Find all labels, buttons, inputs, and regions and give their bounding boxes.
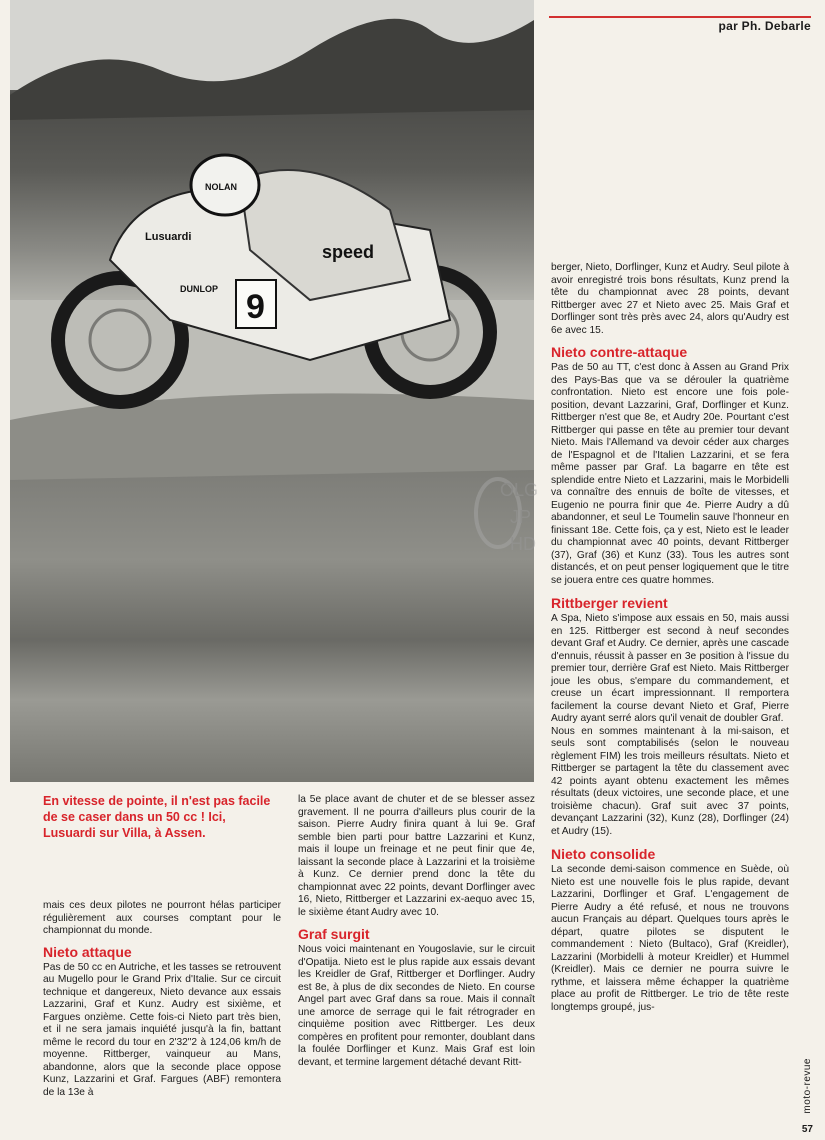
paragraph: A Spa, Nieto s'impose aux essais en 50, mais aussi en 125. Rittberger est second à neuf secondes devant Graf et Audry. Ce dernier, après une cascade d'ennuis, réussit à passer en 3e position à l'issue du premier tour, derrière Graf est Nieto. Mais Rittberger joue les obus, s'empare du commandement, et creuse un écart impressionnant. Il remportera facilement la course devant Nieto et Graf, Pierre Audry ayant serré alors qu'il venait de doubler Graf. <box>551 613 789 724</box>
paragraph: Pas de 50 cc en Autriche, et les tasses se retrouvent au Mugello pour le Grand Prix d'Italie. Sur ce circuit technique et dangereux, Nieto devance aux essais Lazzarini, Graf et Kunz. Audry est sixième, et Fargues onzième. Cette fois-ci Nieto part très bien, et il ne sera jamais inquiété jusqu'à la fin, battant même le record du tour en 2'32"2 à 124,06 km/h de moyenne. Rittberger, vainqueur au Mans, abandonne, alors que la seconde place oppose Kunz, Lazzarini et Graf. Fargues (ABF) remontera de la 13e à <box>43 961 281 1098</box>
helmet-text: NOLAN <box>205 182 237 192</box>
heading-nieto-contre-attaque: Nieto contre-attaque <box>551 344 688 360</box>
heading-nieto-consolide: Nieto consolide <box>551 846 656 862</box>
column-1 <box>43 900 281 1099</box>
heading-graf-surgit: Graf surgit <box>298 926 370 942</box>
intro-paragraph: mais ces deux pilotes ne pourront hélas participer régulièrement aux courses comptant pour le championnat du monde. <box>43 900 281 936</box>
paragraph: berger, Nieto, Dorflinger, Kunz et Audry. Seul pilote à avoir enregistré trois bons résultats, Kunz prend la tête du championnat avec 28 points, devant Rittberger avec 27 et Nieto avec 25. Mais Graf et Dorflinger sont très près avec 24, alors qu'Audry est 6e avec 15. <box>551 262 789 336</box>
jacket-text: speed <box>322 242 375 262</box>
paragraph: Pas de 50 au TT, c'est donc à Assen au Grand Prix des Pays-Bas que va se dérouler la quatrième confrontation. Nieto est encore une fois pole-position, devant Lazzarini, Graf, Dorflinger et Kunz. Rittberger n'est que 8e, et Audry 20e. Pourtant c'est Rittberger qui passe en tête au premier tour devant Nieto. Mais l'Allemand va devoir céder aux charges de l'Espagnol et de l'Italien Lazzarini, et se fera même passer par Graf. La bagarre en tête est splendide entre Nieto et Lazzarini, mais le Morbidelli va connaître des ennuis de boîte de vitesses, et Eugenio ne pourra finir que 4e. Pierre Audry a dû abandonner, et seul Le Toumelin sauve l'honneur en finissant 18e. Cette fois, ça y est, Nieto est le leader du championnat avec 40 points, devant Rittberger (37), Graf (36) et Kunz (33). Tous les autres sont distancés, et on peut penser logiquement que le titre se jouera entre ces quatre hommes. <box>551 362 789 586</box>
svg-text:JP: JP <box>510 507 532 527</box>
race-photo <box>10 0 534 782</box>
magazine-name: moto-revue <box>802 1058 813 1114</box>
paragraph: Nous voici maintenant en Yougoslavie, sur le circuit d'Opatija. Nieto est le plus rapide aux essais devant les Kreidler de Graf, Rittberger et Dorflinger. Audry est 8e, à plus de dix secondes de Nieto. En course Angel part avec Graf dans sa roue. Mais il connaît une amorce de serrage qui le fait rétrograder en cinquième position avec Rittberger. Les deux compères en profitent pour remonter, doublant dans la foulée Dorflinger et Kunz. Mais Graf est loin devant, et termine largement détaché devant Ritt- <box>298 944 535 1068</box>
watermark-logo <box>470 468 540 568</box>
svg-text:HD: HD <box>510 534 536 554</box>
column-2 <box>298 794 535 1069</box>
paragraph: la 5e place avant de chuter et de se blesser assez gravement. Il ne pourra d'ailleurs plus courir de la saison. Pierre Audry finira quant à lui 9e. Graf semble bien parti pour battre Lazzarini et Kunz, mais il loupe un freinage et ne peut finir que 4e, laissant la seconde place à Lazzarini et la troisième à Kunz. Ce dernier prend donc la tête du championnat avec 22 points, devant Dorflinger avec 16, Nieto, Rittberger et Lazzarini ex-aequo avec 15, le sixième étant Audry avec 10. <box>298 794 535 918</box>
paragraph: Nous en sommes maintenant à la mi-saison, et seuls sont comptabilisés (selon le nouveau règlement FIM) les trois meilleurs résultats. Nieto et Rittberger se partagent la tête du classement avec 42 points ayant obtenu exactement les mêmes résultats (deux victoires, une seconde place, et une troisième chacun). Graf suit avec 37 points, devançant Lazzarini (32), Kunz (28), Dorflinger (24) et Audry (15). <box>551 725 789 837</box>
heading-rittberger-revient: Rittberger revient <box>551 595 668 611</box>
page-number: 57 <box>801 1124 813 1135</box>
svg-text:OLG: OLG <box>500 480 539 500</box>
motorcycle-illustration <box>10 0 534 782</box>
tyre-text: DUNLOP <box>180 284 218 294</box>
credit-rule <box>549 16 811 18</box>
paragraph: La seconde demi-saison commence en Suède, où Nieto est une nouvelle fois le plus rapide, devant Lazzarini, Dorflinger et Graf. L'engagement de Pierre Audry a été refusé, et nous ne trouvons aucun Français au départ. Quelques tours après le départ, quatre pilotes se disputent le commandement : Nieto (Bultaco), Graf (Kreidler), Lazzarini (Morbidelli à moteur Kreidler) et Hummel (Kreidler). Mais ce dernier ne pourra suivre le rythme, et laissera même échapper la quatrième place au profit de Rittberger. Le trio de tête reste longtemps groupé, jus- <box>551 864 789 1013</box>
race-number: 9 <box>246 288 265 326</box>
fairing-text: Lusuardi <box>145 231 192 243</box>
photo-caption: En vitesse de pointe, il n'est pas facile de se caser dans un 50 cc ! Ici, Lusuardi sur Villa, à Assen. <box>43 794 271 840</box>
column-3 <box>551 262 789 1014</box>
author-credit: par Ph. Debarle <box>718 19 811 33</box>
heading-nieto-attaque: Nieto attaque <box>43 943 132 960</box>
